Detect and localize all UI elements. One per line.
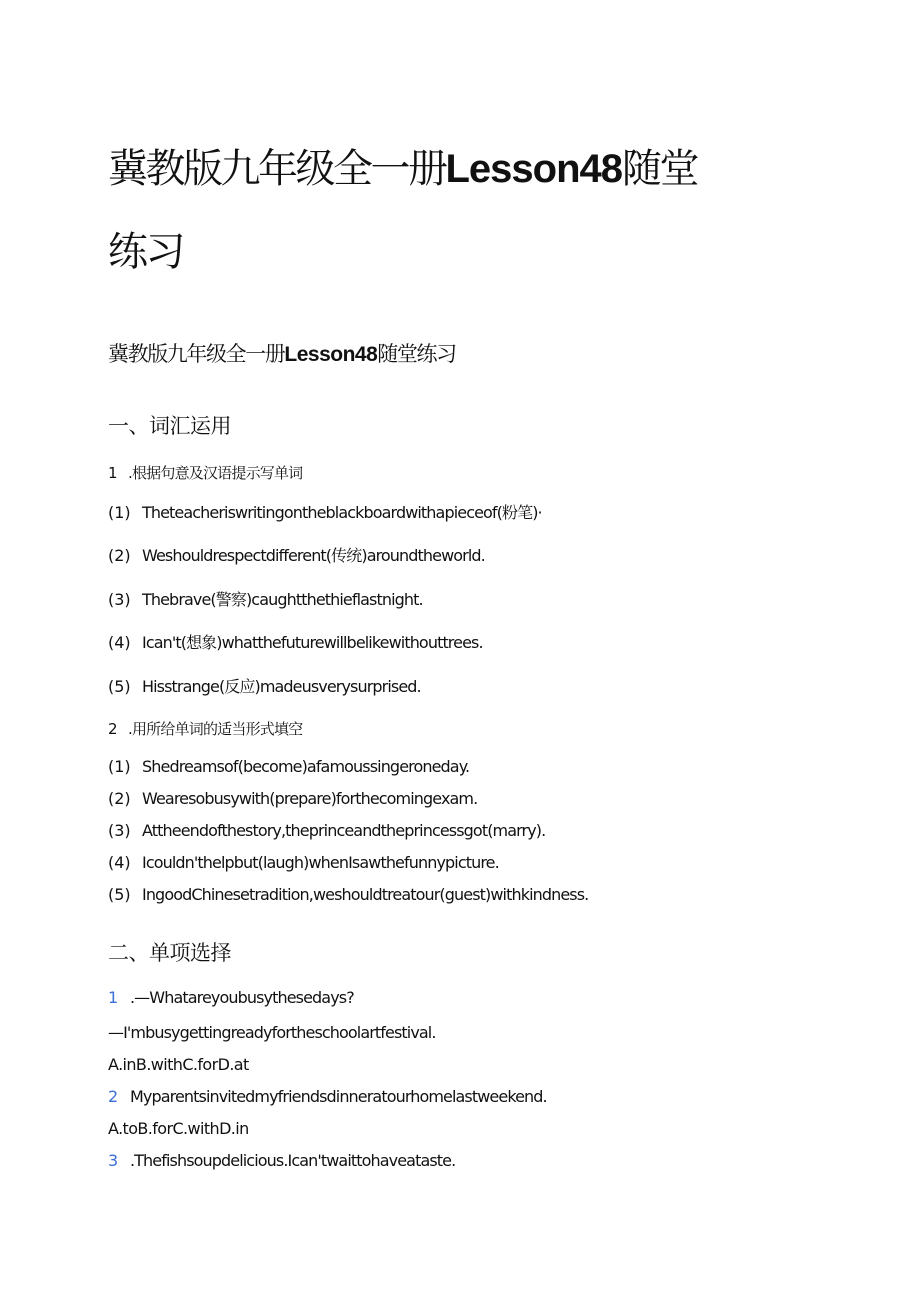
question-number: 3	[108, 1151, 119, 1170]
item-text: Theteacheriswritingontheblackboardwithapieceof(粉笔)·	[142, 503, 542, 522]
item-number: (1)	[108, 757, 131, 776]
item-text: Thebrave(警察)caughtthethieflastnight.	[142, 590, 423, 609]
item-number: (4)	[108, 633, 131, 652]
question-1	[108, 988, 354, 1007]
exercise-item	[108, 853, 499, 872]
subtitle-cn2: 随堂练习	[377, 342, 456, 366]
exercise-item	[108, 587, 423, 610]
exercise-item	[108, 630, 483, 653]
section-heading-vocabulary: 一、词汇运用	[108, 414, 231, 438]
question-2-options: A.toB.forC.withD.in	[108, 1119, 249, 1138]
item-text: Attheendofthestory,theprinceandtheprincessgot(marry).	[142, 821, 546, 840]
part1-text: .根据句意及汉语提示写单词	[128, 464, 303, 482]
question-number: 2	[108, 1087, 119, 1106]
question-2	[108, 1087, 547, 1106]
exercise-item	[108, 543, 485, 566]
exercise-item	[108, 674, 421, 697]
part1-number: 1	[108, 464, 117, 482]
exercise-item	[108, 757, 469, 776]
question-1-reply: —I'mbusygettingreadyfortheschoolartfestival.	[108, 1023, 436, 1042]
document-title-line2: 练习	[108, 229, 183, 275]
subtitle-cn: 冀教版九年级全一册	[108, 342, 285, 366]
exercise-item	[108, 789, 477, 808]
question-3	[108, 1151, 455, 1170]
question-number: 1	[108, 988, 119, 1007]
item-text: Hisstrange(反应)madeusverysurprised.	[142, 677, 421, 696]
part2-instruction	[108, 718, 302, 739]
question-text: .Thefishsoupdelicious.Ican'twaittohaveataste.	[130, 1151, 456, 1170]
section-heading-multiple-choice: 二、单项选择	[108, 941, 231, 965]
document-subtitle	[108, 338, 456, 368]
item-number: (2)	[108, 789, 131, 808]
exercise-item	[108, 500, 542, 523]
exercise-item	[108, 885, 588, 904]
exercise-item	[108, 821, 545, 840]
question-text: Myparentsinvitedmyfriendsdinneratourhomelastweekend.	[130, 1087, 547, 1106]
item-number: (2)	[108, 546, 131, 565]
item-number: (3)	[108, 821, 131, 840]
subtitle-en: Lesson48	[284, 343, 378, 366]
item-text: Icouldn'thelpbut(laugh)whenIsawthefunnypicture.	[142, 853, 499, 872]
item-number: (5)	[108, 885, 131, 904]
title-en: Lesson48	[445, 147, 623, 191]
question-1-options: A.inB.withC.forD.at	[108, 1055, 249, 1074]
part1-instruction	[108, 462, 302, 483]
item-number: (5)	[108, 677, 131, 696]
question-text: .—Whatareyoubusythesedays?	[130, 988, 354, 1007]
item-text: Ican't(想象)whatthefuturewillbelikewithouttrees.	[142, 633, 483, 652]
title-cn2: 随堂	[622, 146, 698, 192]
item-text: Wearesobusywith(prepare)forthecomingexam.	[142, 789, 478, 808]
part2-number: 2	[108, 720, 117, 738]
item-text: Weshouldrespectdifferent(传统)aroundtheworld.	[142, 546, 485, 565]
item-number: (4)	[108, 853, 131, 872]
item-number: (1)	[108, 503, 131, 522]
part2-text: .用所给单词的适当形式填空	[128, 720, 303, 738]
document-title	[108, 145, 697, 193]
item-text: IngoodChinesetradition,weshouldtreatour(guest)withkindness.	[142, 885, 589, 904]
item-text: Shedreamsof(become)afamoussingeroneday.	[142, 757, 470, 776]
title-cn: 冀教版九年级全一册	[108, 146, 446, 192]
item-number: (3)	[108, 590, 131, 609]
